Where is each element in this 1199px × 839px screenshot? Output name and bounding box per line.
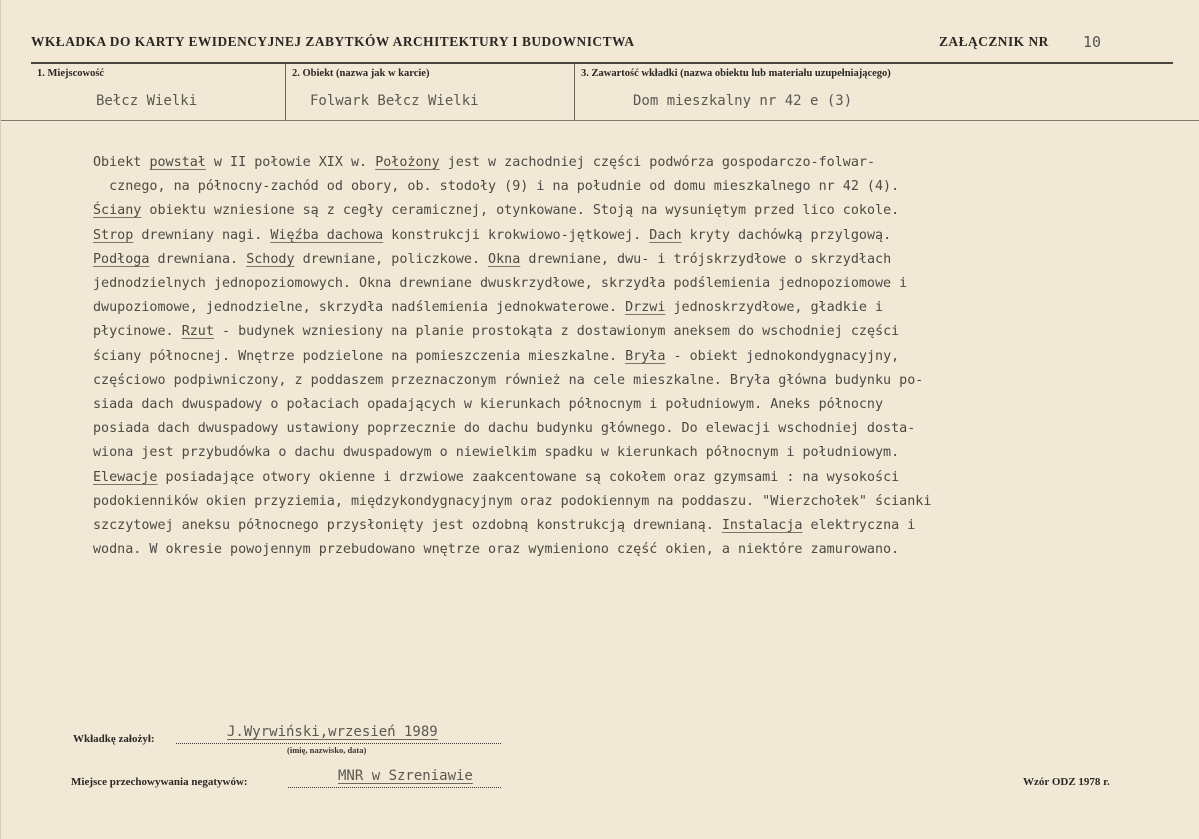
underlined-term: Strop [93,227,134,243]
field-locality-value: Bełcz Wielki [96,93,198,109]
description-line: wodna. W okresie powojennym przebudowano wnętrze oraz wymieniono część okien, a niektóre zamurowano. [93,542,900,558]
description-line: Strop drewniany nagi. Więźba dachowa konstrukcji krokwiowo-jętkowej. Dach kryty dachówką przylgową. [93,227,892,243]
underlined-term: Drzwi [625,300,666,316]
sheet-header [31,30,1177,60]
description-line: jednodzielnych jednopoziomowych. Okna drewniane dwuskrzydłowe, skrzydła podślemienia jednopoziomowe i [93,276,908,292]
underlined-term: Okna [488,251,521,267]
negatives-label: Miejsce przechowywania negatywów: [71,776,248,788]
fields-rule [1,120,1199,121]
description-line: płycinowe. Rzut - budynek wzniesiony na planie prostokąta z dostawionym aneksem do wschodniej części [93,324,900,340]
field-content-value: Dom mieszkalny nr 42 e (3) [633,93,853,109]
underlined-term: Bryła [625,348,666,364]
negatives-dotline [288,787,501,788]
description-line: szczytowej aneksu północnego przysłonięty jest ozdobną konstrukcją drewnianą. Instalacja elektryczna i [93,518,916,534]
description-text [93,151,1163,562]
annex-label: ZAŁĄCZNIK NR [939,34,1049,49]
underlined-term: Więźba dachowa [270,227,384,243]
underlined-term: Podłoga [93,251,150,267]
description-line: siada dach dwuspadowy o połaciach opadających w kierunkach północnym i południowym. Aneks północny [93,397,884,413]
field-content [574,64,1175,120]
description-line: posiada dach dwuspadowy ustawiony poprzecznie do dachu budynku głównego. Do elewacji wschodniej dosta- [93,421,916,437]
created-by-label: Wkładkę założył: [73,733,155,745]
description-line: dwupoziomowe, jednodzielne, skrzydła nadślemienia jednokwaterowe. Drzwi jednoskrzydłowe, gładkie i [93,300,884,316]
underlined-term: Elewacje [93,469,158,485]
description-line: Ściany obiektu wzniesione są z cegły ceramicznej, otynkowane. Stoją na wysuniętym przed lico cokole. [93,203,900,219]
form-title: WKŁADKA DO KARTY EWIDENCYJNEJ ZABYTKÓW ARCHITEKTURY I BUDOWNICTWA [31,34,635,49]
underlined-term: Schody [246,251,295,267]
description-line: Obiekt powstał w II połowie XIX w. Położony jest w zachodniej części podwórza gospodarczo-folwar- [93,155,876,170]
underlined-term: powstał [149,155,206,170]
description-line: cznego, na północny-zachód od obory, ob. stodoły (9) i na południe od domu mieszkalnego nr 42 (4). [93,179,900,195]
created-by-hint: (imię, nazwisko, data) [287,745,367,755]
description-line: Podłoga drewniana. Schody drewniane, policzkowe. Okna drewniane, dwu- i trójskrzydłowe o skrzydłach [93,251,892,267]
negatives-value: MNR w Szreniawie [338,768,473,784]
description-line: częściowo podpiwniczony, z poddaszem przeznaczonym również na cele mieszkalne. Bryła główna budynku po- [93,372,924,388]
description-line: wiona jest przybudówka o dachu dwuspadowym o niewielkim spadku w kierunkach północnym i południowym. [93,445,900,461]
field-object-label: 2. Obiekt (nazwa jak w karcie) [292,68,430,79]
underlined-term: Rzut [181,324,214,340]
template-label: Wzór ODZ 1978 r. [1023,776,1110,788]
underlined-term: Dach [649,227,682,243]
field-locality-label: 1. Miejscowość [37,68,105,79]
created-by-dotline [176,743,501,744]
field-object-value: Folwark Bełcz Wielki [310,93,479,109]
created-by-value: J.Wyrwiński,wrzesień 1989 [227,724,438,740]
underlined-term: Położony [375,155,440,170]
description-line: podokienników okien przyziemia, międzykondygnacyjnym oraz podokiennym na poddaszu. "Wierzchołek" ścianki [93,493,932,509]
underlined-term: Ściany [93,203,142,219]
annex-number: 10 [1083,33,1102,51]
field-content-label: 3. Zawartość wkładki (nazwa obiektu lub materiału uzupełniającego) [581,68,891,79]
field-object [285,64,574,120]
underlined-term: Instalacja [721,518,803,534]
field-locality [31,64,281,120]
description-line: ściany północnej. Wnętrze podzielone na pomieszczenia mieszkalne. Bryła - obiekt jednokondygnacyjny, [93,348,900,364]
description-line: Elewacje posiadające otwory okienne i drzwiowe zaakcentowane są cokołem oraz gzymsami : na wysokości [93,469,900,485]
